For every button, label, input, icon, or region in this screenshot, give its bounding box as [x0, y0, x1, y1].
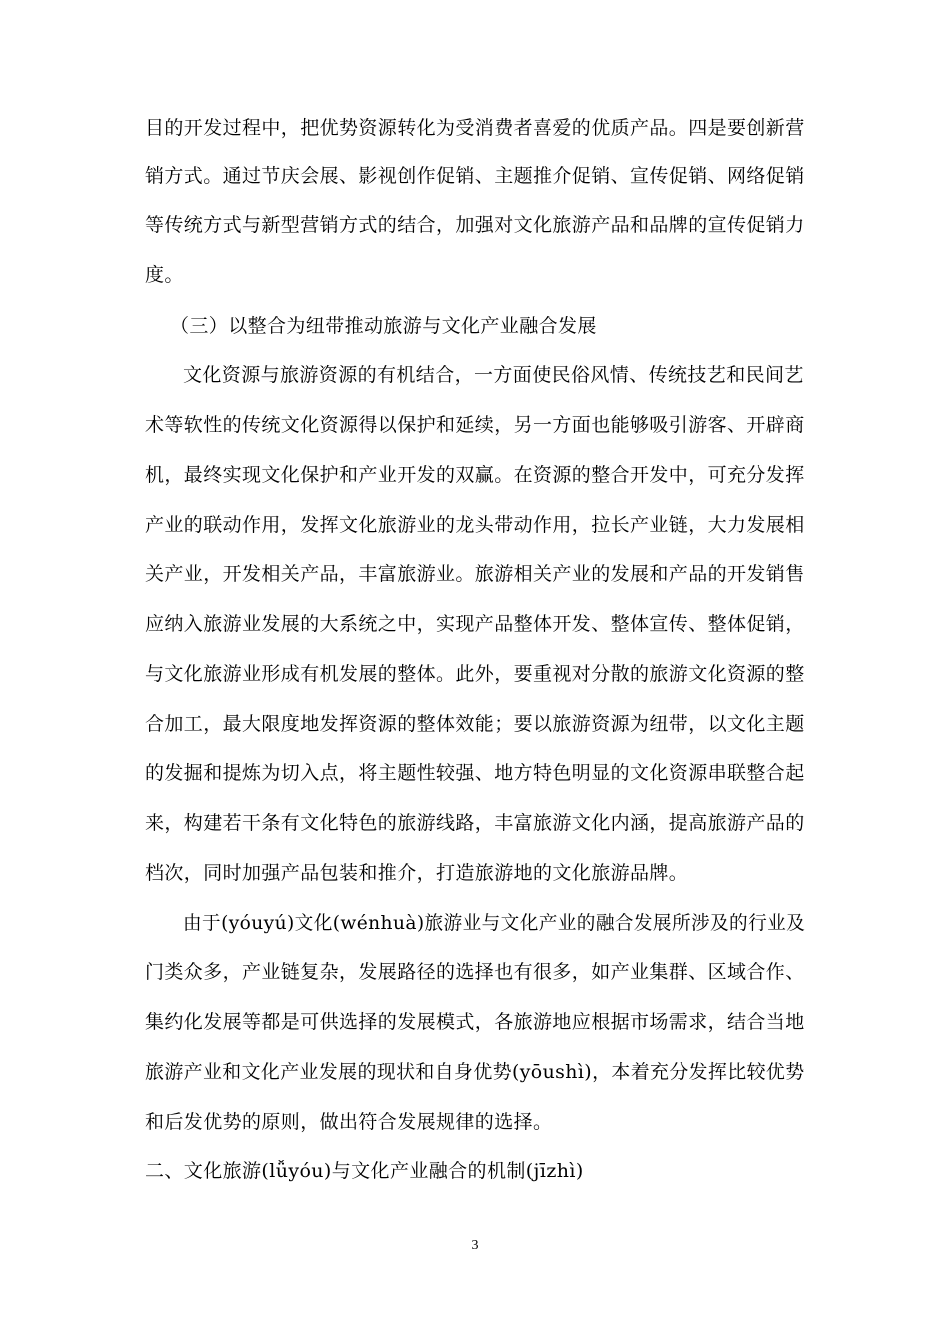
section-heading: （三）以整合为纽带推动旅游与文化产业融合发展: [170, 315, 597, 337]
body-text-line: 来，构建若干条有文化特色的旅游线路，丰富旅游文化内涵，提高旅游产品的: [145, 812, 805, 834]
body-text-line: 关产业，开发相关产品，丰富旅游业。旅游相关产业的发展和产品的开发销售: [145, 563, 805, 585]
body-text-line: 文化资源与旅游资源的有机结合，一方面使民俗风情、传统技艺和民间艺: [183, 364, 804, 386]
body-text-line: 应纳入旅游业发展的大系统之中，实现产品整体开发、整体宣传、整体促销，: [145, 613, 805, 635]
body-text-line: 与文化旅游业形成有机发展的整体。此外，要重视对分散的旅游文化资源的整: [145, 663, 805, 685]
body-text-line: 销方式。通过节庆会展、影视创作促销、主题推介促销、宣传促销、网络促销: [145, 165, 805, 187]
body-text-line: 档次，同时加强产品包装和推介，打造旅游地的文化旅游品牌。: [145, 862, 689, 884]
body-text-line: 和后发优势的原则，做出符合发展规律的选择。: [145, 1111, 553, 1133]
body-text-line: 机，最终实现文化保护和产业开发的双赢。在资源的整合开发中，可充分发挥: [145, 464, 805, 486]
chapter-heading: 二、文化旅游(lǚyóu)与文化产业融合的机制(jīzhì): [145, 1160, 584, 1182]
body-text-line: 等传统方式与新型营销方式的结合，加强对文化旅游产品和品牌的宣传促销力: [145, 214, 805, 236]
body-text-line: 度。: [145, 264, 184, 286]
body-text-line: 的发掘和提炼为切入点，将主题性较强、地方特色明显的文化资源串联整合起: [145, 762, 805, 784]
body-text-line: 集约化发展等都是可供选择的发展模式，各旅游地应根据市场需求，结合当地: [145, 1011, 805, 1033]
body-text-line: 由于(yóuyú)文化(wénhuà)旅游业与文化产业的融合发展所涉及的行业及: [183, 912, 806, 934]
body-text-line: 门类众多，产业链复杂，发展路径的选择也有很多，如产业集群、区域合作、: [145, 961, 805, 983]
body-text-line: 目的开发过程中，把优势资源转化为受消费者喜爱的优质产品。四是要创新营: [145, 117, 805, 139]
body-text-line: 旅游产业和文化产业发展的现状和自身优势(yōushì)，本着充分发挥比较优势: [145, 1061, 805, 1083]
body-text-line: 合加工，最大限度地发挥资源的整体效能；要以旅游资源为纽带，以文化主题: [145, 713, 805, 735]
page-number: 3: [471, 1238, 479, 1253]
body-text-line: 产业的联动作用，发挥文化旅游业的龙头带动作用，拉长产业链，大力发展相: [145, 514, 805, 536]
body-text-line: 术等软性的传统文化资源得以保护和延续，另一方面也能够吸引游客、开辟商: [145, 414, 805, 436]
